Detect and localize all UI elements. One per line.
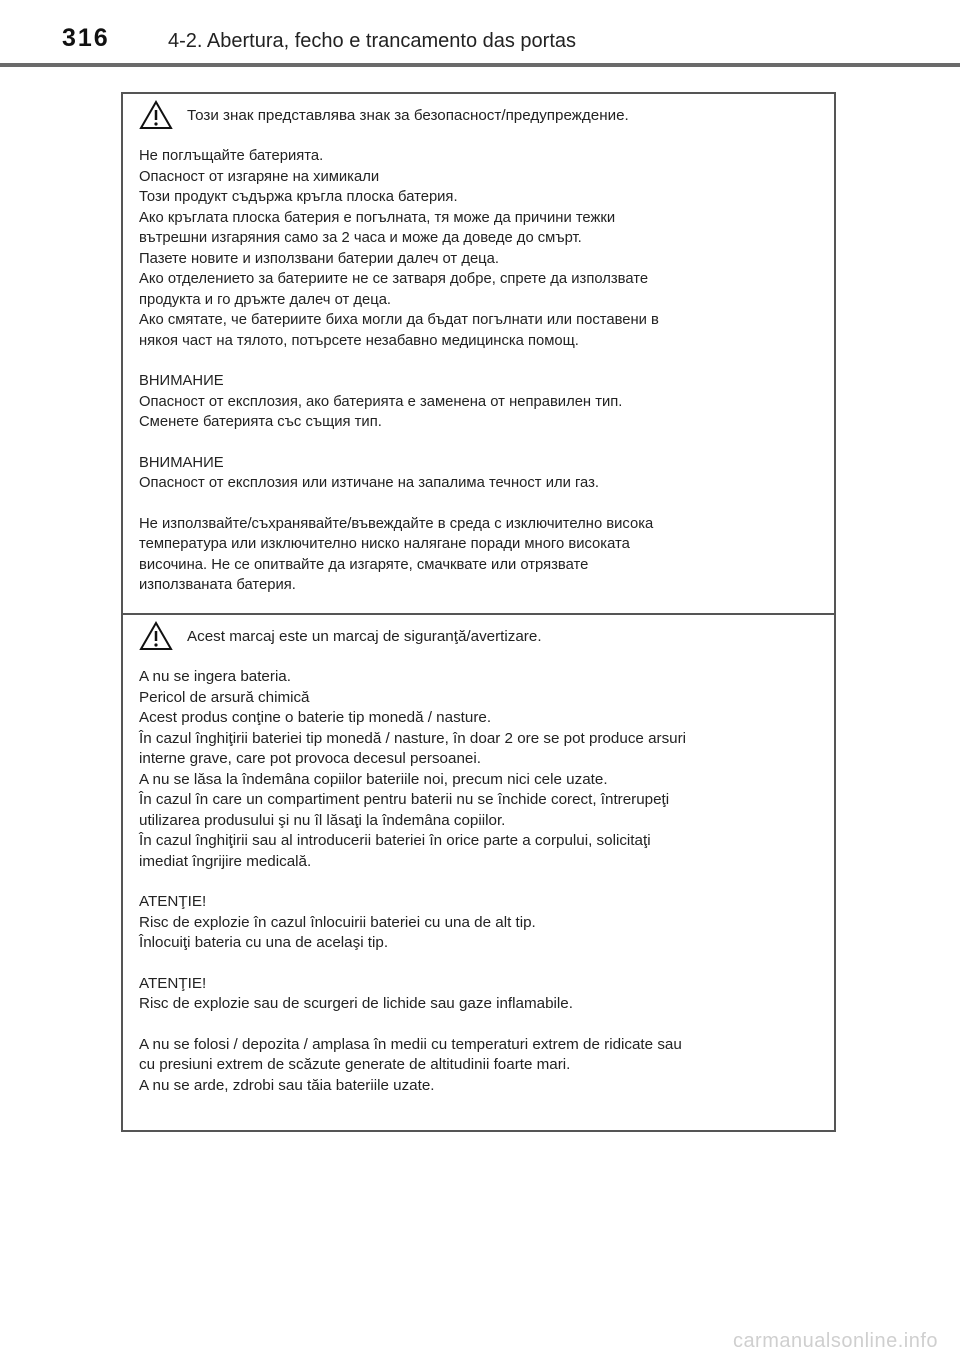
text-line: височина. Не се опитвайте да изгаряте, смачквате или отрязвате	[139, 556, 589, 573]
paragraph-caution-leak	[139, 974, 820, 1015]
romanian-section	[123, 615, 834, 1132]
paragraph-environment	[139, 1035, 820, 1097]
text-line: Опасност от изгаряне на химикали	[139, 168, 380, 185]
page-header	[0, 0, 960, 70]
header-divider	[0, 63, 960, 67]
text-line: utilizarea produsului şi nu îl lăsaţi la îndemâna copiilor.	[139, 811, 506, 829]
text-line: Ако отделението за батериите не се затваря добре, спрете да използвате	[139, 271, 649, 287]
text-line: În cazul înghiţirii bateriei tip monedă / nasture, în doar 2 ore se pot produce arsuri	[139, 729, 687, 747]
text-line: În cazul înghiţirii sau al introducerii bateriei în orice parte a corpului, solicitaţi	[139, 832, 651, 849]
text-line: A nu se ingera bateria.	[139, 668, 291, 685]
paragraph-battery-hazard	[139, 146, 820, 351]
text-line: interne grave, care pot provoca decesul persoanei.	[139, 750, 481, 767]
warning-title: Този знак представлява знак за безопасност/предупреждение.	[187, 106, 629, 124]
text-line: În cazul în care un compartiment pentru baterii nu se închide corect, întrerupeţi	[139, 791, 670, 808]
text-line: температура или изключително ниско налягане поради много високата	[139, 536, 630, 552]
paragraph-caution-type	[139, 371, 820, 433]
text-line: някоя част на тялото, потърсете незабавно медицинска помощ.	[139, 332, 579, 349]
text-line: ВНИМАНИЕ	[139, 454, 224, 471]
text-line: Пазете новите и използвани батерии далеч от деца.	[139, 250, 499, 267]
text-line: A nu se lăsa la îndemâna copiilor bateriile noi, precum nici cele uzate.	[139, 770, 608, 788]
text-line: Ако смятате, че батериите биха могли да бъдат погълнати или поставени в	[139, 312, 659, 328]
paragraph-environment	[139, 514, 820, 596]
bulgarian-section	[123, 94, 834, 613]
warning-header-bg	[139, 98, 820, 132]
text-line: A nu se folosi / depozita / amplasa în medii cu temperaturi extrem de ridicate sau	[139, 1035, 682, 1053]
watermark: carmanualsonline.info	[732, 1330, 938, 1352]
paragraph-battery-hazard	[139, 667, 820, 872]
text-line: Risc de explozie sau de scurgeri de lichide sau gaze inflamabile.	[139, 995, 573, 1012]
text-line: използваната батерия.	[139, 577, 296, 593]
warning-title: Acest marcaj este un marcaj de siguranţă/avertizare.	[187, 627, 542, 645]
text-line: ATENŢIE!	[139, 974, 207, 992]
text-line: Не използвайте/съхранявайте/въвеждайте в среда с изключително висока	[139, 515, 654, 532]
text-line: Сменете батерията със същия тип.	[139, 414, 382, 430]
warning-triangle-icon	[139, 621, 173, 651]
page-number: 316	[62, 24, 110, 52]
text-line: продукта и го дръжте далеч от деца.	[139, 291, 392, 308]
text-line: вътрешни изгаряния само за 2 часа и може да доведе до смърт.	[139, 230, 582, 246]
text-line: imediat îngrijire medicală.	[139, 852, 312, 870]
text-line: Înlocuiţi bateria cu una de acelaşi tip.	[139, 934, 389, 951]
text-line: cu presiuni extrem de scăzute generate de altitudinii foarte mari.	[139, 1056, 571, 1073]
text-line: Pericol de arsură chimică	[139, 688, 310, 706]
text-line: Опасност от експлозия или изтичане на запалима течност или газ.	[139, 475, 599, 491]
chapter-title: 4-2. Abertura, fecho e trancamento das portas	[168, 30, 577, 52]
text-line: ATENŢIE!	[139, 893, 207, 910]
safety-warning-box	[121, 92, 836, 1132]
paragraph-caution-type	[139, 892, 820, 954]
text-line: Опасност от експлозия, ако батерията е заменена от неправилен тип.	[139, 393, 623, 410]
text-line: ВНИМАНИЕ	[139, 373, 224, 389]
text-line: Ако кръглата плоска батерия е погълната, тя може да причини тежки	[139, 209, 616, 226]
text-line: Acest produs conţine o baterie tip monedă / nasture.	[139, 709, 492, 726]
text-line: A nu se arde, zdrobi sau tăia bateriile uzate.	[139, 1076, 435, 1094]
warning-triangle-icon	[139, 100, 173, 130]
warning-header-ro	[139, 619, 820, 653]
paragraph-caution-leak	[139, 453, 820, 494]
text-line: Не поглъщайте батерията.	[139, 148, 324, 164]
text-line: Този продукт съдържа кръгла плоска батерия.	[139, 189, 458, 205]
text-line: Risc de explozie în cazul înlocuirii bateriei cu una de alt tip.	[139, 913, 536, 931]
